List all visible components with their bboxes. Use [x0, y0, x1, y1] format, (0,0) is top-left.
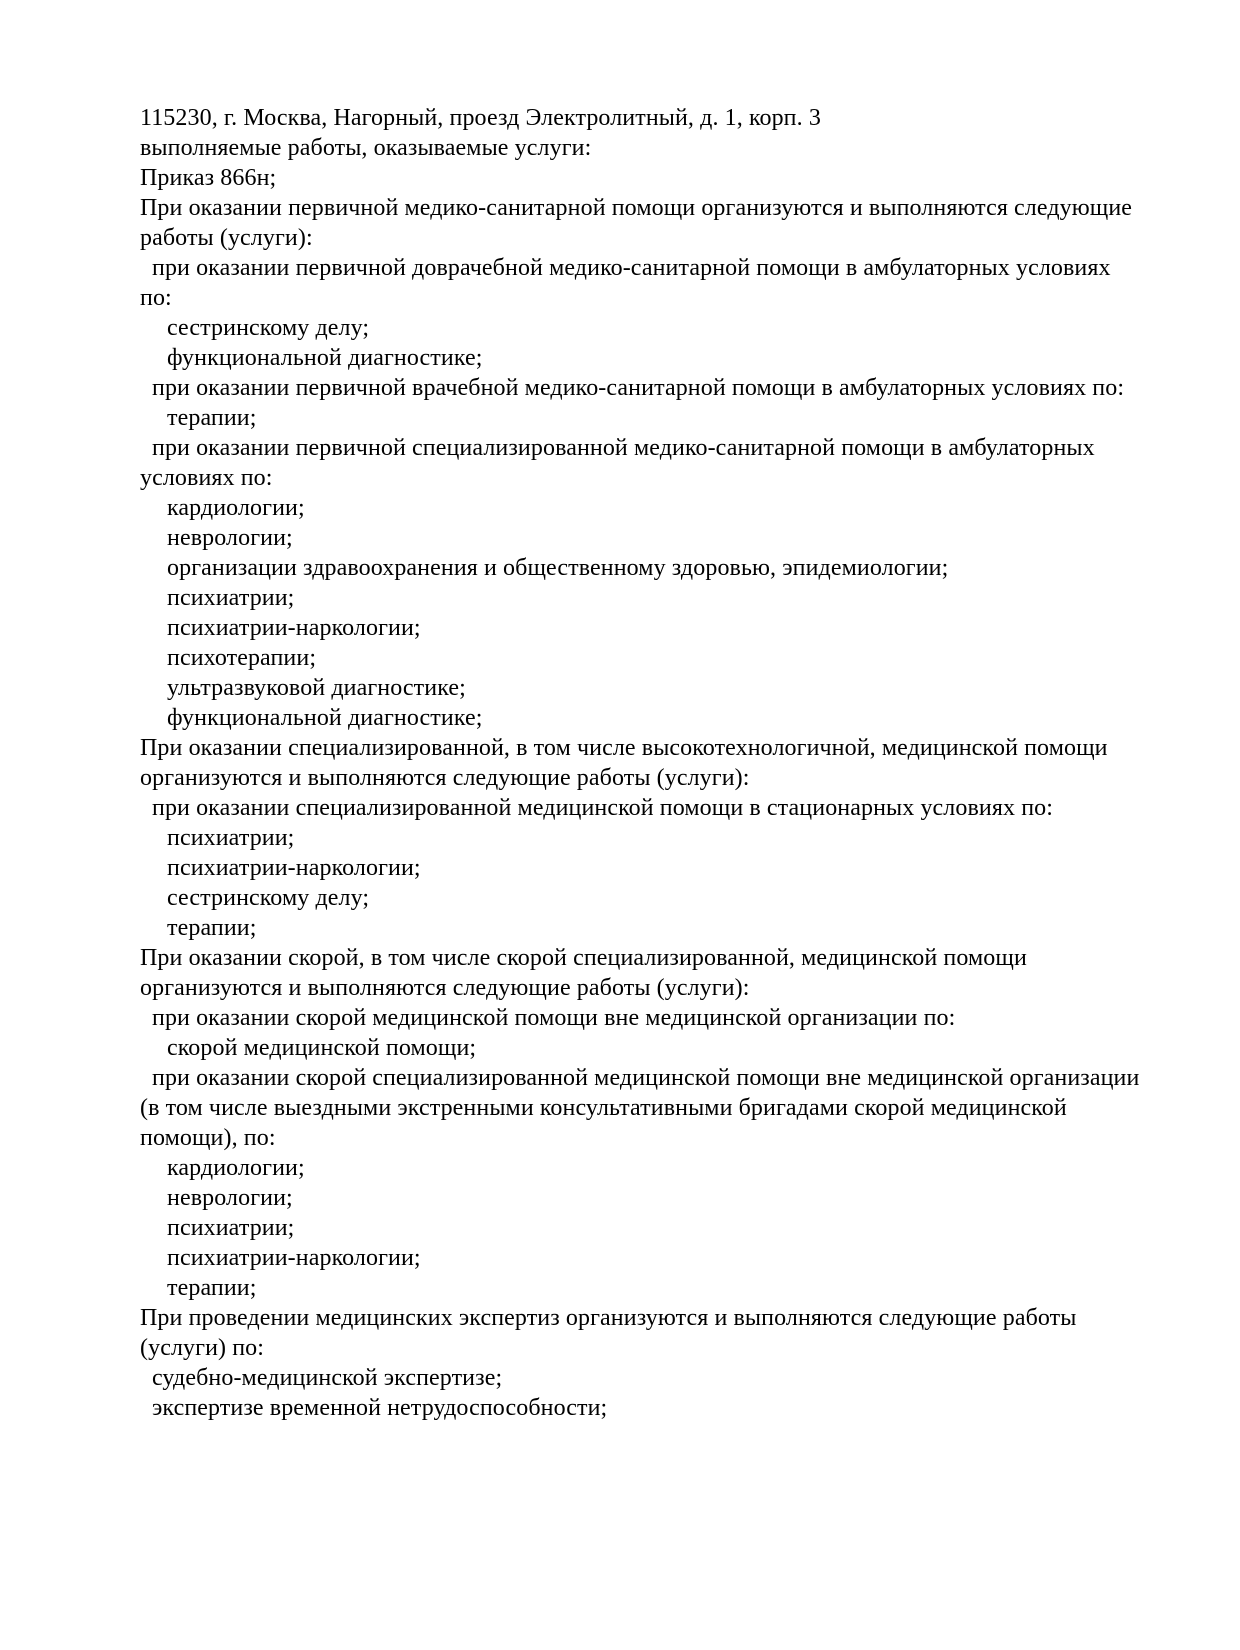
- document-line: психиатрии;: [167, 585, 295, 611]
- document-line: функциональной диагностике;: [167, 705, 483, 731]
- document-line: психиатрии-наркологии;: [167, 615, 421, 641]
- document-line: выполняемые работы, оказываемые услуги:: [140, 135, 592, 161]
- document-line: функциональной диагностике;: [167, 345, 483, 371]
- document-line: при оказании первичной доврачебной медико-санитарной помощи в амбулаторных условиях: [152, 255, 1111, 281]
- document-line: условиях по:: [140, 465, 273, 491]
- document-line: психиатрии;: [167, 825, 295, 851]
- document-line: При проведении медицинских экспертиз организуются и выполняются следующие работы: [140, 1305, 1077, 1331]
- document-line: сестринскому делу;: [167, 885, 370, 911]
- document-line: по:: [140, 285, 172, 311]
- document-line: при оказании скорой медицинской помощи вне медицинской организации по:: [152, 1005, 956, 1031]
- document-line: психиатрии-наркологии;: [167, 855, 421, 881]
- document-line: судебно-медицинской экспертизе;: [152, 1365, 503, 1391]
- document-line: скорой медицинской помощи;: [167, 1035, 477, 1061]
- document-line: при оказании первичной врачебной медико-санитарной помощи в амбулаторных условиях по:: [152, 375, 1125, 401]
- document-line: неврологии;: [167, 525, 293, 551]
- document-line: кардиологии;: [167, 495, 305, 521]
- document-line: при оказании первичной специализированной медико-санитарной помощи в амбулаторных: [152, 435, 1095, 461]
- document-line: (услуги) по:: [140, 1335, 265, 1361]
- document-line: неврологии;: [167, 1185, 293, 1211]
- document-line: организации здравоохранения и общественному здоровью, эпидемиологии;: [167, 555, 949, 581]
- document-line: сестринскому делу;: [167, 315, 370, 341]
- document-line: психотерапии;: [167, 645, 317, 671]
- document-line: терапии;: [167, 915, 257, 941]
- document-line: работы (услуги):: [140, 225, 313, 251]
- document-line: 115230, г. Москва, Нагорный, проезд Электролитный, д. 1, корп. 3: [140, 105, 821, 131]
- document-line: При оказании первичной медико-санитарной помощи организуются и выполняются следующие: [140, 195, 1133, 221]
- document-line: организуются и выполняются следующие работы (услуги):: [140, 975, 750, 1001]
- document-line: помощи), по:: [140, 1125, 276, 1151]
- document-line: психиатрии-наркологии;: [167, 1245, 421, 1271]
- document-line: терапии;: [167, 1275, 257, 1301]
- document-line: при оказании специализированной медицинской помощи в стационарных условиях по:: [152, 795, 1054, 821]
- document-line: Приказ 866н;: [140, 165, 277, 191]
- document-line: терапии;: [167, 405, 257, 431]
- document-line: При оказании скорой, в том числе скорой специализированной, медицинской помощи: [140, 945, 1027, 971]
- document-text-block: [140, 103, 1210, 1423]
- document-line: (в том числе выездными экстренными консультативными бригадами скорой медицинской: [140, 1095, 1067, 1121]
- document-line: психиатрии;: [167, 1215, 295, 1241]
- document-line: ультразвуковой диагностике;: [167, 675, 466, 701]
- document-line: экспертизе временной нетрудоспособности;: [152, 1395, 608, 1421]
- document-line: кардиологии;: [167, 1155, 305, 1181]
- document-line: при оказании скорой специализированной медицинской помощи вне медицинской организации: [152, 1065, 1140, 1091]
- document-line: При оказании специализированной, в том числе высокотехнологичной, медицинской помощи: [140, 735, 1108, 761]
- document-line: организуются и выполняются следующие работы (услуги):: [140, 765, 750, 791]
